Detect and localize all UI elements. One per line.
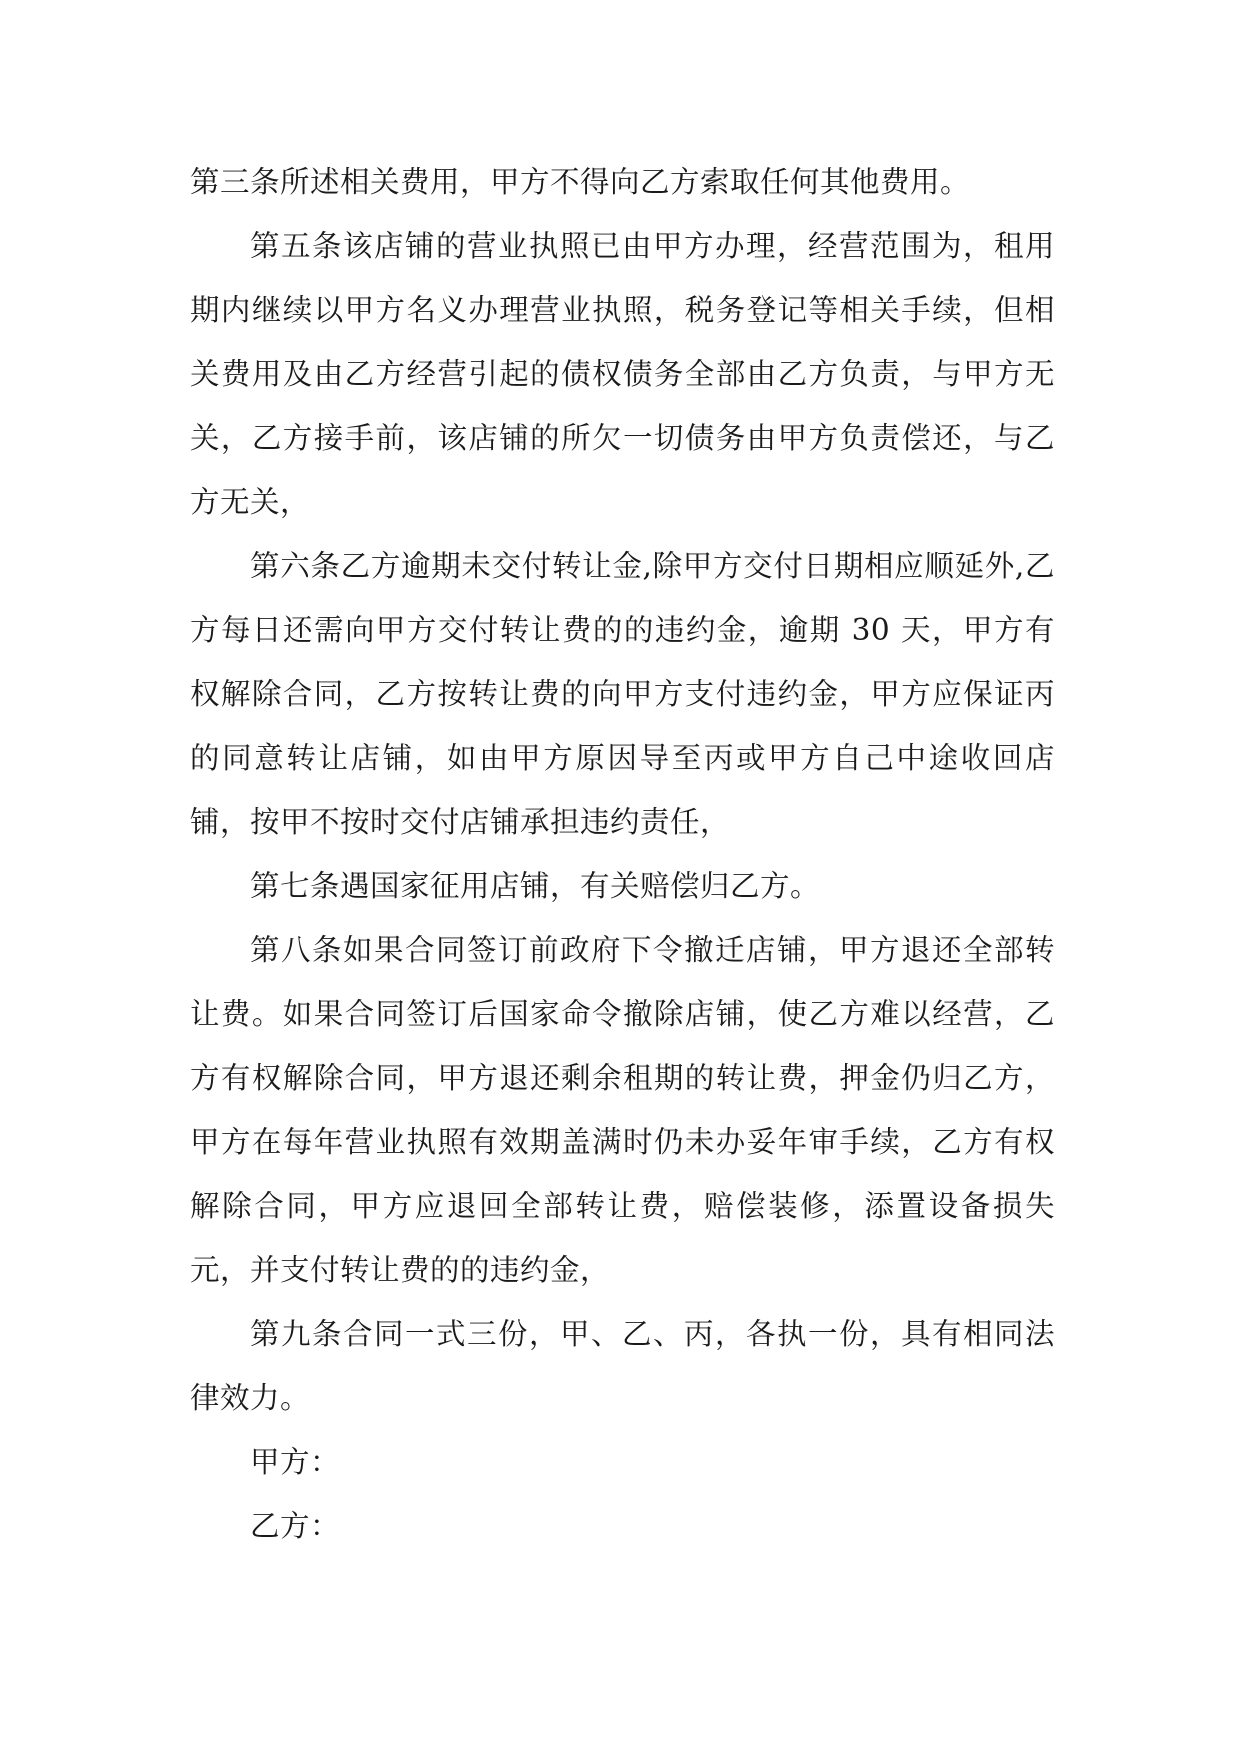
paragraph-article-7: 第七条遇国家征用店铺，有关赔偿归乙方。 <box>250 869 821 903</box>
paragraph-article-8: 第八条如果合同签订前政府下令撤迁店铺，甲方退还全部转让费。如果合同签订后国家命令撤除店铺，使乙方难以经营，乙方有权解除合同，甲方退还剩余租期的转让费，押金仍归乙方，甲方在每年营业执照有效期盖满时仍未办妥年审手续，乙方有权解除合同，甲方应退回全部转让费，赔偿装修，添置设备损失元，并支付转让费的的违约金， <box>190 933 1055 1287</box>
paragraph-article-5: 第五条该店铺的营业执照已由甲方办理，经营范围为，租用期内继续以甲方名义办理营业执照，税务登记等相关手续，但相关费用及由乙方经营引起的债权债务全部由乙方负责，与甲方无关，乙方接手前，该店铺的所欠一切债务由甲方负责偿还，与乙方无关， <box>190 229 1055 519</box>
paragraph-article-9: 第九条合同一式三份，甲、乙、丙，各执一份，具有相同法律效力。 <box>190 1317 1055 1415</box>
paragraph-article-6: 第六条乙方逾期未交付转让金,除甲方交付日期相应顺延外,乙方每日还需向甲方交付转让费的的违约金，逾期 30 天，甲方有权解除合同，乙方按转让费的向甲方支付违约金，甲方应保证丙的同意转让店铺，如由甲方原因导至丙或甲方自己中途收回店铺，按甲不按时交付店铺承担违约责任， <box>190 549 1055 839</box>
party-a-signature-line: 甲方： <box>250 1445 341 1479</box>
paragraph-article-3-continuation: 第三条所述相关费用，甲方不得向乙方索取任何其他费用。 <box>190 165 971 199</box>
party-b-signature-line: 乙方： <box>250 1509 341 1543</box>
document-body <box>190 150 1055 1558</box>
